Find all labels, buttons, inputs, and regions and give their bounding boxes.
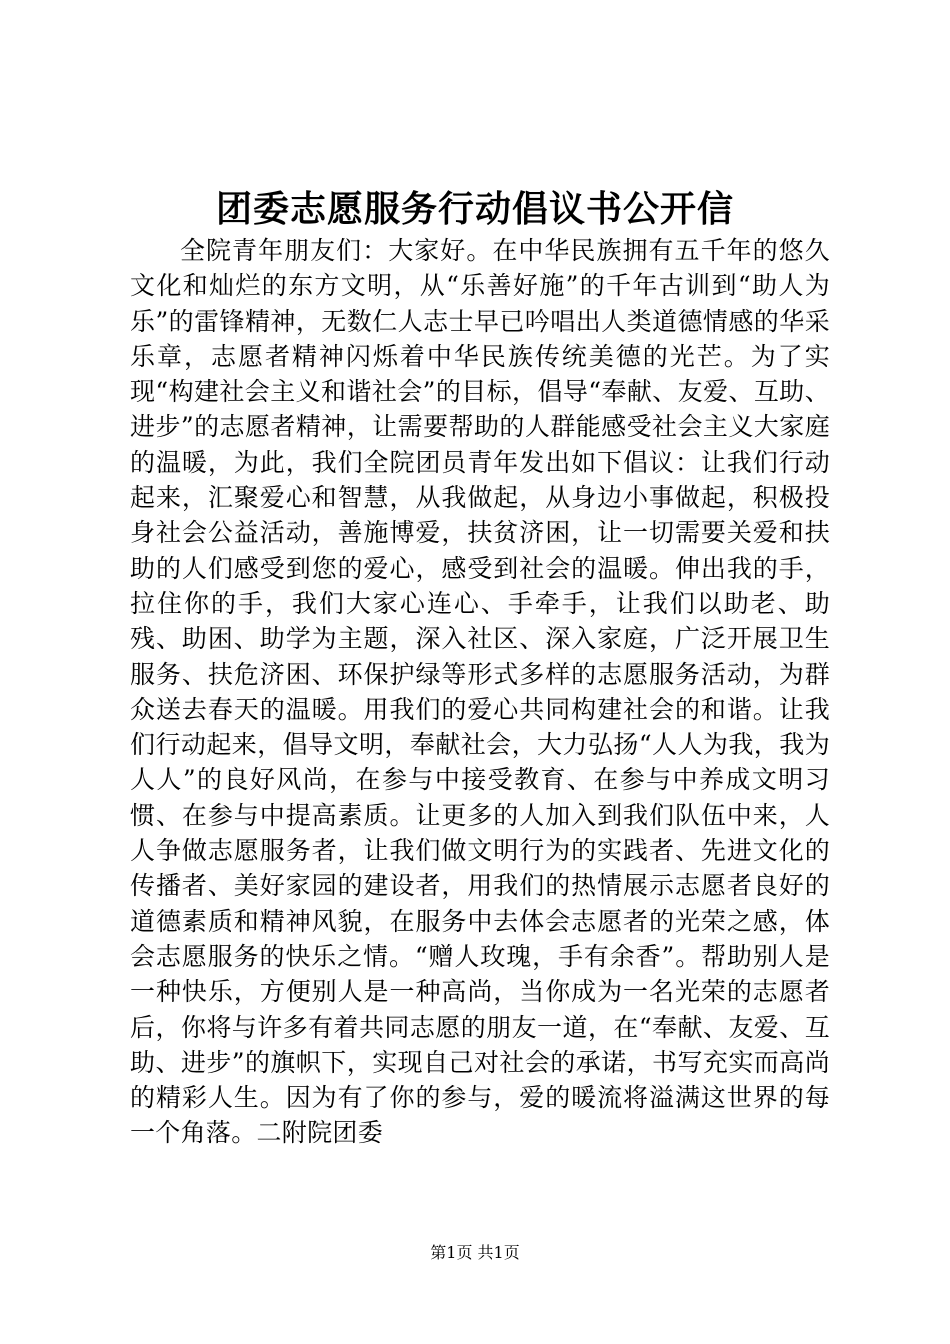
- document-body: 全院青年朋友们：大家好。在中华民族拥有五千年的悠久文化和灿烂的东方文明，从“乐善好施”的千年古训到“助人为乐”的雷锋精神，无数仁人志士早已吟唱出人类道德情感的华采乐章，志愿者精神闪烁着中华民族传统美德的光芒。为了实现“构建社会主义和谐社会”的目标，倡导“奉献、友爱、互助、进步”的志愿者精神，让需要帮助的人群能感受社会主义大家庭的温暖，为此，我们全院团员青年发出如下倡议：让我们行动起来，汇聚爱心和智慧，从我做起，从身边小事做起，积极投身社会公益活动，善施博爱，扶贫济困，让一切需要关爱和扶助的人们感受到您的爱心，感受到社会的温暖。伸出我的手，拉住你的手，我们大家心连心、手牵手，让我们以助老、助残、助困、助学为主题，深入社区、深入家庭，广泛开展卫生服务、扶危济困、环保护绿等形式多样的志愿服务活动，为群众送去春天的温暖。用我们的爱心共同构建社会的和谐。让我们行动起来，倡导文明，奉献社会，大力弘扬“人人为我，我为人人”的良好风尚，在参与中接受教育、在参与中养成文明习惯、在参与中提高素质。让更多的人加入到我们队伍中来，人人争做志愿服务者，让我们做文明行为的实践者、先进文化的传播者、美好家园的建设者，用我们的热情展示志愿者良好的道德素质和精神风貌，在服务中去体会志愿者的光荣之感，体会志愿服务的快乐之情。“赠人玫瑰，手有余香”。帮助别人是一种快乐，方便别人是一种高尚，当你成为一名光荣的志愿者后，你将与许多有着共同志愿的朋友一道，在“奉献、友爱、互助、进步”的旗帜下，实现自己对社会的承诺，书写充实而高尚的精彩人生。因为有了你的参与，爱的暖流将溢满这世界的每一个角落。二附院团委: [130, 236, 830, 1148]
- page-footer: 第1页 共1页: [430, 1243, 520, 1262]
- document-title: 团委志愿服务行动倡议书公开信: [215, 188, 734, 230]
